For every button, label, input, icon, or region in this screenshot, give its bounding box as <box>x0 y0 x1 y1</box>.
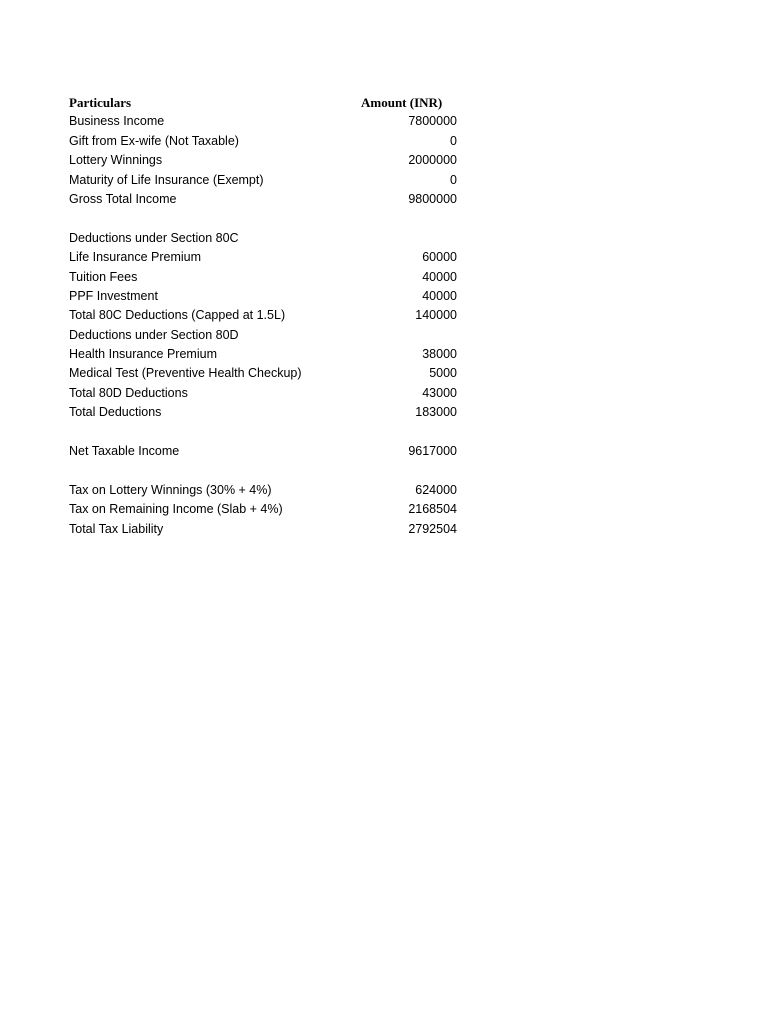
row-label: Business Income <box>69 114 165 129</box>
table-row <box>69 268 469 287</box>
row-label: Total 80C Deductions (Capped at 1.5L) <box>69 308 286 323</box>
row-amount: 0 <box>450 133 457 148</box>
row-label: Gift from Ex-wife (Not Taxable) <box>69 133 239 148</box>
table-row <box>69 151 469 170</box>
row-label: Deductions under Section 80D <box>69 327 239 342</box>
blank-row <box>69 423 469 442</box>
row-amount: 140000 <box>415 308 457 323</box>
row-amount: 9800000 <box>408 191 457 206</box>
row-label: Gross Total Income <box>69 191 177 206</box>
row-amount: 624000 <box>415 482 457 497</box>
table-row <box>69 442 469 461</box>
row-label: Tuition Fees <box>69 269 138 284</box>
table-row <box>69 112 469 131</box>
row-label: Total Tax Liability <box>69 521 164 536</box>
table-row <box>69 229 469 248</box>
row-amount: 43000 <box>422 385 457 400</box>
table-row <box>69 306 469 325</box>
row-amount: 5000 <box>429 366 457 381</box>
row-amount: 7800000 <box>408 114 457 129</box>
table-row <box>69 481 469 500</box>
row-amount: 2000000 <box>408 153 457 168</box>
row-label: Deductions under Section 80C <box>69 230 239 245</box>
blank-row <box>69 461 469 480</box>
row-label: Maturity of Life Insurance (Exempt) <box>69 172 264 187</box>
row-label: Life Insurance Premium <box>69 250 202 265</box>
row-label: Total 80D Deductions <box>69 385 188 400</box>
table-row <box>69 384 469 403</box>
table-row <box>69 520 469 539</box>
table-row <box>69 326 469 345</box>
row-label: PPF Investment <box>69 288 158 303</box>
table-row <box>69 132 469 151</box>
row-amount: 40000 <box>422 288 457 303</box>
table-body <box>69 112 469 539</box>
tax-computation-table <box>69 93 469 539</box>
row-amount: 60000 <box>422 250 457 265</box>
row-label: Total Deductions <box>69 405 162 420</box>
row-label: Tax on Remaining Income (Slab + 4%) <box>69 502 283 517</box>
row-amount: 38000 <box>422 347 457 362</box>
row-amount: 40000 <box>422 269 457 284</box>
row-label: Medical Test (Preventive Health Checkup) <box>69 366 302 381</box>
table-row <box>69 403 469 422</box>
table-row <box>69 171 469 190</box>
row-label: Tax on Lottery Winnings (30% + 4%) <box>69 482 272 497</box>
table-row <box>69 248 469 267</box>
table-row <box>69 500 469 519</box>
table-row <box>69 287 469 306</box>
table-header-row <box>69 93 469 112</box>
row-amount: 0 <box>450 172 457 187</box>
table-row <box>69 345 469 364</box>
column-header-particulars: Particulars <box>69 95 132 110</box>
row-label: Health Insurance Premium <box>69 347 217 362</box>
row-amount: 2792504 <box>408 521 457 536</box>
row-amount: 2168504 <box>408 502 457 517</box>
blank-row <box>69 209 469 228</box>
row-amount: 9617000 <box>408 444 457 459</box>
table-row <box>69 364 469 383</box>
row-label: Net Taxable Income <box>69 444 180 459</box>
table-row <box>69 190 469 209</box>
row-amount: 183000 <box>415 405 457 420</box>
row-label: Lottery Winnings <box>69 153 163 168</box>
column-header-amount: Amount (INR) <box>361 95 443 110</box>
